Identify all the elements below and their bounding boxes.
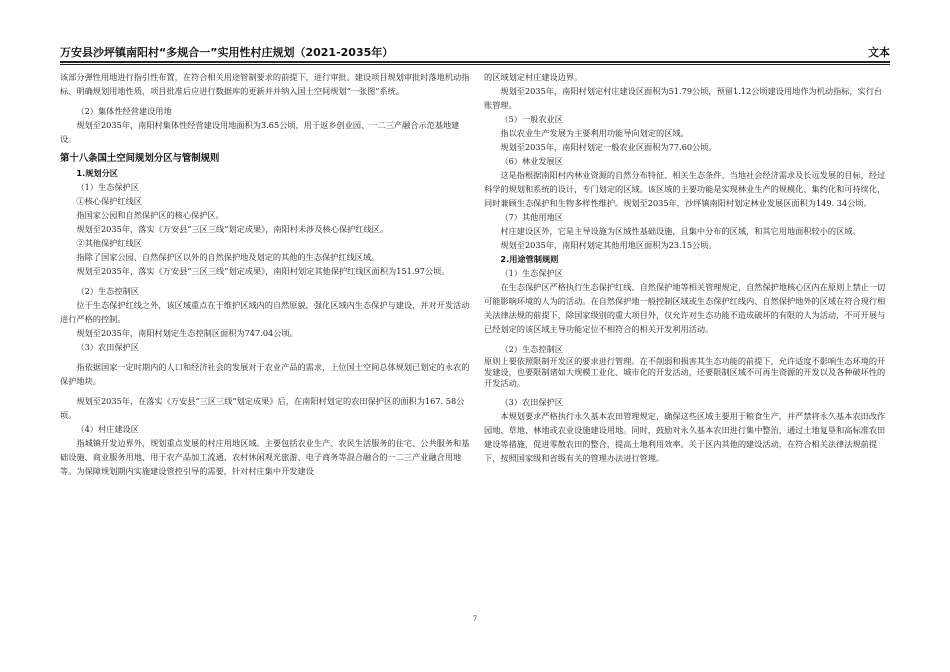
paragraph: （2）生态控制区 (76, 286, 139, 296)
paragraph: （5）一般农业区 (500, 114, 563, 124)
paragraph: 本规划要求严格执行永久基本农田管理规定，确保这些区域主要用于粮食生产，并严禁将永久基本农田改作园地、草地、林地或农业设施建设用地。同时，鼓励对永久基本农田进行集中整治，通过土地复垦和高标准农田建设等措施，促进零散农田的整合，提高土地利用效率。关于区内其他的建设活动，在符合相关法律法规前提下，按照国家级和省级有关的管理办法进行管理。 (484, 411, 886, 463)
document-type-label: 文本 (868, 46, 890, 59)
paragraph: ①核心保护红线区 (76, 196, 142, 206)
paragraph: 指以农业生产发展为主要利用功能导向划定的区域。 (500, 128, 689, 138)
paragraph: 规划至2035年，南阳村划定生态控制区面积为747.04公顷。 (76, 328, 298, 338)
paragraph: ②其他保护红线区 (76, 238, 142, 248)
paragraph: 规划至2035年，在落实《万安县“三区三线”划定成果》后，在南阳村划定的农田保护区的面积为167. 58公顷。 (60, 396, 465, 420)
paragraph: 规划至2035年，落实《万安县“三区三线”划定成果》，南阳村划定其他保护红线区面积为151.97公顷。 (76, 266, 450, 276)
paragraph: 指依据国家一定时期内的人口和经济社会的发展对于农业产品的需求，上位国土空间总体规划已划定的永农的保护地块。 (60, 362, 470, 386)
paragraph: 在生态保护区严格执行生态保护红线、自然保护地等相关管理规定，自然保护地核心区内在原则上禁止一切可能影响环境的人为的活动。在自然保护地一般控制区域或生态保护红线内、自然保护地外的区域在符合现行相关法律法规的前提下，除国家级别的重大项目外，仅允许对生态功能不造成破坏的有限的人为活动，不可开展与已经划定的该区域主导功能定位不相符合的相关开发利用活动。 (484, 282, 886, 334)
paragraph: （1）生态保护区 (76, 182, 139, 192)
paragraph: （2）集体性经营建设用地 (76, 106, 172, 116)
paragraph: （3）农田保护区 (500, 397, 563, 407)
paragraph: 指除了国家公园、自然保护区以外的自然保护地及划定的其他的生态保护红线区域。 (76, 252, 380, 262)
header-rule-thin (60, 64, 890, 65)
paragraph: （6）林业发展区 (500, 156, 563, 166)
paragraph: （4）村庄建设区 (76, 424, 139, 434)
document-title: 万安县沙坪镇南阳村“多规合一”实用性村庄规划（2021-2035年） (60, 46, 394, 59)
subsection-heading: 1.规划分区 (76, 168, 118, 178)
paragraph: （2）生态控制区 (500, 344, 563, 354)
paragraph: 规划至2035年，南阳村划定一般农业区面积为77.60公顷。 (500, 142, 717, 152)
right-column (484, 70, 890, 465)
left-column (60, 70, 472, 478)
subsection-heading: 2.用途管制规则 (500, 254, 559, 264)
paragraph: （3）农田保护区 (76, 342, 139, 352)
paragraph: 规划至2035年，南阳村划定村庄建设区面积为51.79公顷，预留1.12公顷建设用地作为机动指标，实行台账管理。 (484, 86, 883, 110)
paragraph: 这是指根据南阳村内林业资源的自然分布特征、相关生态条件、当地社会经济需求及长远发展的目标，经过科学的规划和系统的设计，专门划定的区域。该区域的主要功能是实现林业生产的规模化、集约化和可持续化，同时兼顾生态保护和生物多样性维护。规划至2035年，沙坪镇南阳村划定林业发展区面积为149. 34公顷。 (484, 170, 886, 208)
paragraph: （1）生态保护区 (500, 268, 563, 278)
paragraph: 指国家公园和自然保护区的核心保护区。 (76, 210, 224, 220)
paragraph: 村庄建设区外，它是主导设施为区域性基础设施，且集中分布的区域，和其它用地面积较小的区域。 (500, 226, 861, 236)
paragraph: 的区域划定村庄建设边界。 (484, 72, 583, 82)
header-rule-thick (60, 61, 890, 63)
page-number: 7 (472, 615, 478, 623)
paragraph: 规划至2035年，南阳村集体性经营建设用地面积为3.65公顷，用于返乡创业园、一二三产融合示范基地建设。 (60, 120, 460, 144)
section-heading: 第十八条国土空间规划分区与管制规则 (60, 153, 220, 164)
paragraph: （7）其他用地区 (500, 212, 563, 222)
paragraph: 位于生态保护红线之外，该区域重点在于维护区域内的自然原貌，强化区域内生态保护与建设，并对开发活动进行严格的控制。 (60, 300, 470, 324)
paragraph: 指城镇开发边界外，规划重点发展的村庄用地区域。主要包括农业生产、农民生活服务的住宅、公共服务和基础设施、商业服务用地、用于农产品加工流通、农村休闲观光旅游、电子商务等混合融合的一二三产业融合用地等。为保障规划期内实施建设管控引导的需要，针对村庄集中开发建设 (60, 438, 470, 476)
paragraph: 该部分弹性用地进行指引性布置，在符合相关用途管制要求的前提下，进行审批。建设项目规划审批时落地机动指标、明确规划用地性质，项目批准后应进行数据库的更新并并纳入国土空间规划“一张图”系统。 (60, 72, 470, 96)
paragraph: 规划至2035年，落实《万安县“三区三线”划定成果》，南阳村未涉及核心保护红线区。 (76, 224, 389, 234)
paragraph: 规划至2035年，南阳村划定其他用地区面积为23.15公顷。 (500, 240, 717, 250)
paragraph: 原则上要依照限制开发区的要求进行管理。在不削弱和损害其生态功能的前提下，允许适度不影响生态环境的开发建设，也要限制诸如大规模工业化、城市化的开发活动，还要限制区域不可再生资源的开发以及各种破坏性的开发活动。 (484, 356, 886, 388)
